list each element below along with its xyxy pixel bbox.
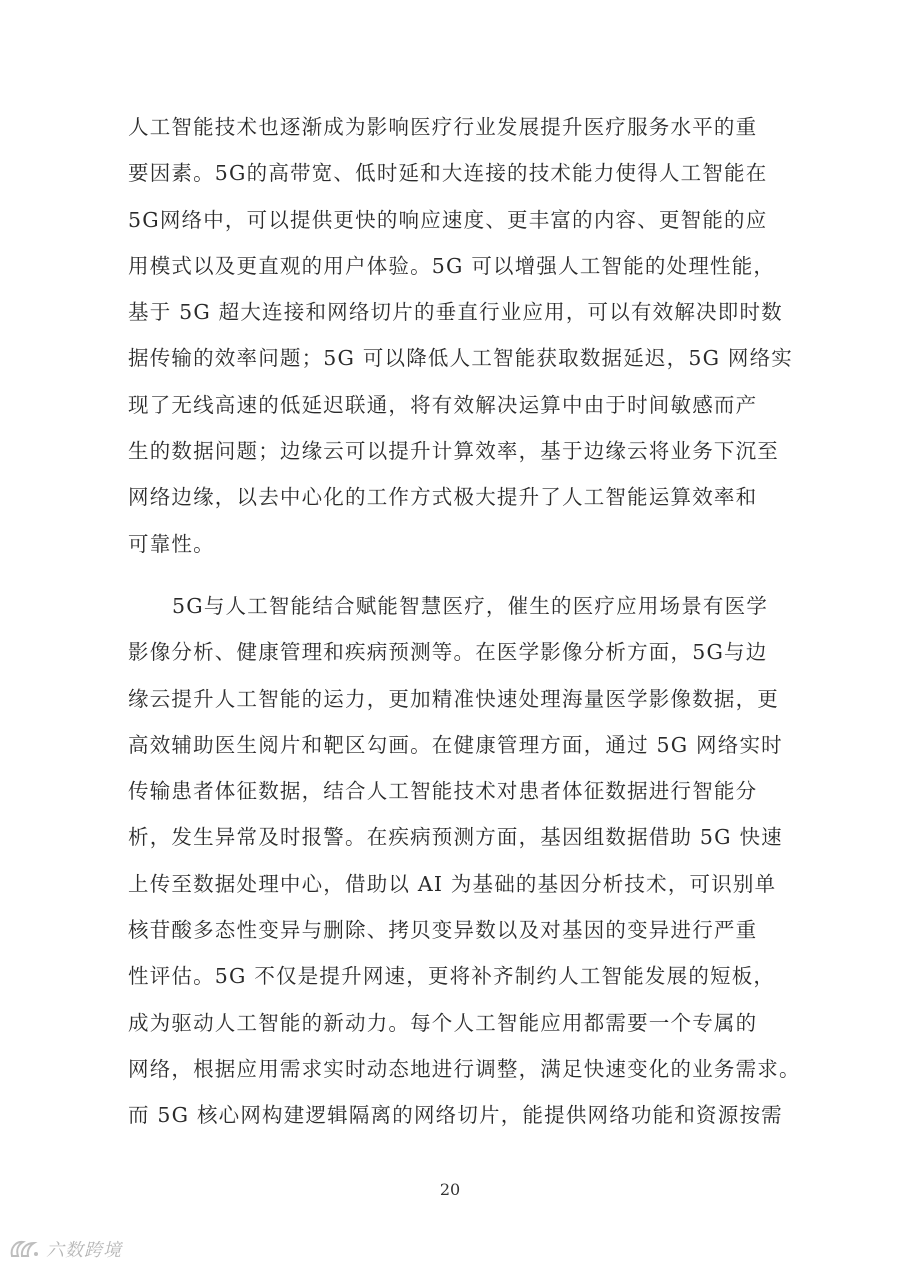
watermark <box>8 1232 122 1266</box>
paragraph-line: 高效辅助医生阅片和靶区勾画。在健康管理方面，通过 5G 网络实时 <box>128 732 783 757</box>
paragraph-line: 核苷酸多态性变异与删除、拷贝变异数以及对基因的变异进行严重 <box>128 918 758 943</box>
paragraph-line: 要因素。5G的高带宽、低时延和大连接的技术能力使得人工智能在 <box>128 161 768 186</box>
paragraph-line: 上传至数据处理中心，借助以 AI 为基础的基因分析技术，可识别单 <box>128 871 777 896</box>
paragraph-line: 性评估。5G 不仅是提升网速，更将补齐制约人工智能发展的短板， <box>128 964 776 989</box>
logo-icon <box>8 1238 40 1260</box>
paragraph-line: 生的数据问题；边缘云可以提升计算效率，基于边缘云将业务下沉至 <box>128 439 779 464</box>
paragraph-line: 而 5G 核心网构建逻辑隔离的网络切片，能提供网络功能和资源按需 <box>128 1103 783 1128</box>
paragraph-line: 传输患者体征数据，结合人工智能技术对患者体征数据进行智能分 <box>128 779 758 804</box>
paragraph-line: 现了无线高速的低延迟联通，将有效解决运算中由于时间敏感而产 <box>128 392 758 417</box>
paragraph-line: 5G与人工智能结合赋能智慧医疗，催生的医疗应用场景有医学 <box>172 594 769 618</box>
paragraph-line: 影像分析、健康管理和疾病预测等。在医学影像分析方面，5G与边 <box>128 640 768 665</box>
paragraph-line: 缘云提升人工智能的运力，更加精准快速处理海量医学影像数据，更 <box>128 686 779 711</box>
paragraph-line: 成为驱动人工智能的新动力。每个人工智能应用都需要一个专属的 <box>128 1010 758 1035</box>
page-number: 20 <box>439 1180 461 1199</box>
paragraph-line: 据传输的效率问题；5G 可以降低人工智能获取数据延迟，5G 网络实 <box>128 346 793 371</box>
watermark-text: 六数跨境 <box>46 1240 122 1261</box>
paragraph-2 <box>128 583 801 1139</box>
paragraph-line: 网络，根据应用需求实时动态地进行调整，满足快速变化的业务需求。 <box>128 1056 801 1081</box>
paragraph-line: 可靠性。 <box>128 531 215 556</box>
paragraph-line: 析，发生异常及时报警。在疾病预测方面，基因组数据借助 5G 快速 <box>128 825 783 850</box>
paragraph-line: 5G网络中，可以提供更快的响应速度、更丰富的内容、更智能的应 <box>128 207 768 232</box>
paragraph-line: 人工智能技术也逐渐成为影响医疗行业发展提升医疗服务水平的重 <box>128 115 758 139</box>
paragraph-line: 网络边缘，以去中心化的工作方式极大提升了人工智能运算效率和 <box>128 485 758 510</box>
paragraph-1 <box>128 104 793 567</box>
paragraph-line: 基于 5G 超大连接和网络切片的垂直行业应用，可以有效解决即时数 <box>128 300 783 325</box>
paragraph-line: 用模式以及更直观的用户体验。5G 可以增强人工智能的处理性能， <box>128 253 776 278</box>
